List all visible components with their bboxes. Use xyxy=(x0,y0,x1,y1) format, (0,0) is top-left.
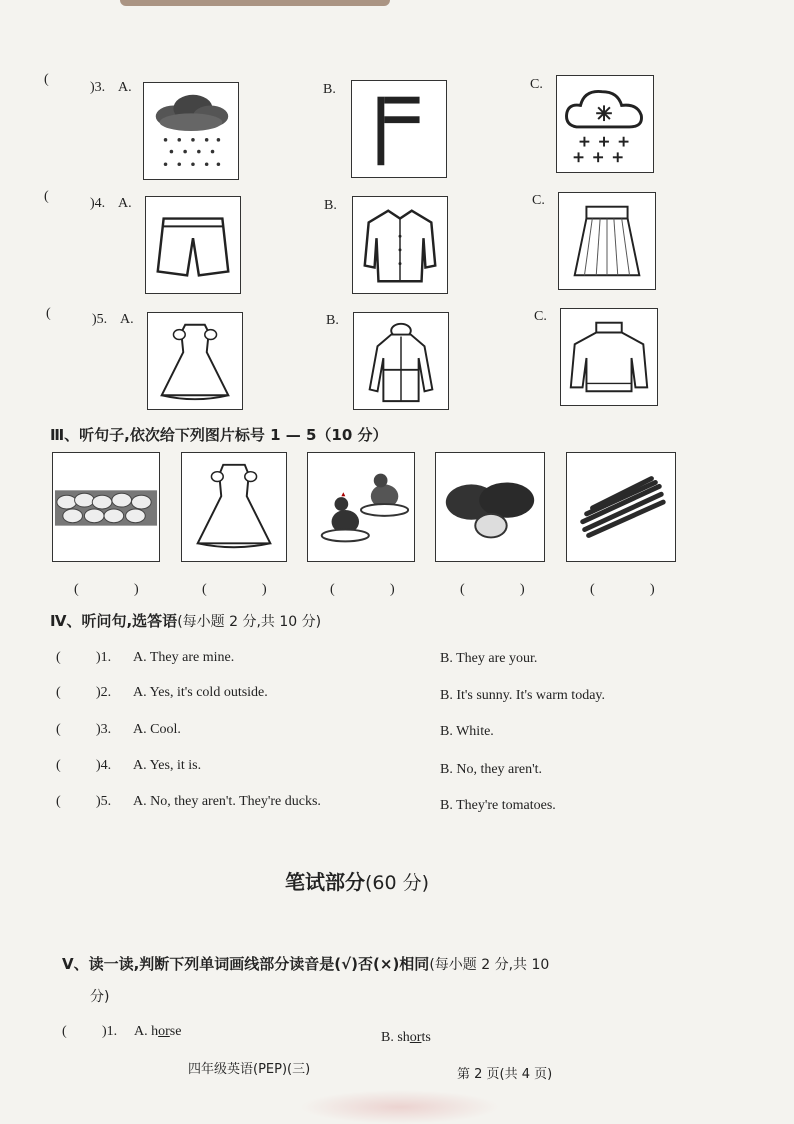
option-a: A. Cool. xyxy=(133,722,181,737)
skirt-icon xyxy=(558,192,656,290)
question-number: )5. xyxy=(92,312,108,327)
word-part: sh xyxy=(397,1030,410,1045)
section-4-heading xyxy=(50,610,321,631)
answer-paren: ( xyxy=(56,794,61,809)
answer-paren: ( xyxy=(590,582,595,597)
potatoes-icon xyxy=(435,452,545,562)
written-part-label: 笔试部分 xyxy=(285,870,365,894)
hens-icon xyxy=(307,452,415,562)
word-b xyxy=(381,1030,431,1046)
section-5-title: Ⅴ、读一读,判断下列单词画线部分读音是(√)否(×)相同 xyxy=(62,955,430,973)
word-a xyxy=(134,1024,181,1040)
flag-pole-icon xyxy=(351,80,447,178)
answer-paren: ( xyxy=(44,189,49,204)
option-letter: A. xyxy=(120,312,134,327)
option-letter: B. xyxy=(323,82,336,97)
question-number: )4. xyxy=(90,196,106,211)
sheep-flock-icon xyxy=(52,452,160,562)
answer-paren: ) xyxy=(262,582,267,597)
section-5-heading-continued: 分) xyxy=(90,989,110,1005)
answer-paren: ( xyxy=(62,1024,67,1039)
option-letter: B. xyxy=(381,1030,394,1045)
snow-cloud-icon xyxy=(556,75,654,173)
option-letter: C. xyxy=(534,309,547,324)
answer-paren: ( xyxy=(56,758,61,773)
option-b: B. It's sunny. It's warm today. xyxy=(440,688,605,703)
question-number: )2. xyxy=(96,685,112,700)
coat-icon xyxy=(353,312,449,410)
answer-paren: ( xyxy=(46,306,51,321)
answer-paren: ) xyxy=(134,582,139,597)
answer-paren: ) xyxy=(390,582,395,597)
question-number: )3. xyxy=(96,722,112,737)
question-number: )5. xyxy=(96,794,112,809)
question-number: )1. xyxy=(96,650,112,665)
option-letter: B. xyxy=(326,313,339,328)
option-a: A. Yes, it's cold outside. xyxy=(133,685,268,700)
word-part: ts xyxy=(421,1030,431,1045)
shirt-icon xyxy=(352,196,448,294)
shorts-icon xyxy=(145,196,241,294)
option-letter: A. xyxy=(118,80,132,95)
answer-paren: ) xyxy=(650,582,655,597)
answer-paren: ( xyxy=(460,582,465,597)
option-a: A. No, they aren't. They're ducks. xyxy=(133,794,321,809)
answer-paren: ( xyxy=(56,722,61,737)
scan-smudge xyxy=(300,1090,500,1124)
dress-icon xyxy=(147,312,243,410)
option-b: B. White. xyxy=(440,724,494,739)
answer-paren: ) xyxy=(520,582,525,597)
question-number: )3. xyxy=(90,80,106,95)
answer-paren: ( xyxy=(56,650,61,665)
option-letter: C. xyxy=(532,193,545,208)
option-letter: B. xyxy=(324,198,337,213)
option-a: A. They are mine. xyxy=(133,650,235,665)
section-5-heading xyxy=(62,953,549,974)
question-number: )4. xyxy=(96,758,112,773)
answer-paren: ( xyxy=(74,582,79,597)
rain-cloud-icon xyxy=(143,82,239,180)
word-part: se xyxy=(169,1024,182,1039)
section-4-title: Ⅳ、听问句,选答语 xyxy=(50,612,178,630)
question-number: )1. xyxy=(102,1024,118,1039)
written-part-score: (60 分) xyxy=(365,872,430,894)
answer-paren: ( xyxy=(44,72,49,87)
underlined-part: or xyxy=(158,1024,170,1039)
footer-page-number: 第 2 页(共 4 页) xyxy=(457,1067,553,1082)
option-b: B. They're tomatoes. xyxy=(440,798,556,813)
section-4-score-note: (每小题 2 分,共 10 分) xyxy=(177,614,322,630)
section-5-score-note: (每小题 2 分,共 10 xyxy=(429,957,550,973)
option-letter: C. xyxy=(530,77,543,92)
answer-paren: ( xyxy=(56,685,61,700)
underlined-part: or xyxy=(409,1030,422,1045)
option-b: B. They are your. xyxy=(440,651,538,666)
answer-paren: ( xyxy=(202,582,207,597)
section-3-heading: Ⅲ、听句子,依次给下列图片标号 1 — 5（10 分） xyxy=(50,426,388,444)
word-part: h xyxy=(151,1024,159,1039)
dress-icon xyxy=(181,452,287,562)
green-beans-icon xyxy=(566,452,676,562)
sweater-icon xyxy=(560,308,658,406)
answer-paren: ( xyxy=(330,582,335,597)
option-letter: A. xyxy=(134,1024,148,1039)
option-letter: A. xyxy=(118,196,132,211)
scan-edge xyxy=(120,0,390,6)
option-a: A. Yes, it is. xyxy=(133,758,202,773)
option-b: B. No, they aren't. xyxy=(440,762,543,777)
written-part-title xyxy=(285,866,429,895)
footer-subject: 四年级英语(PEP)(三) xyxy=(188,1062,311,1077)
